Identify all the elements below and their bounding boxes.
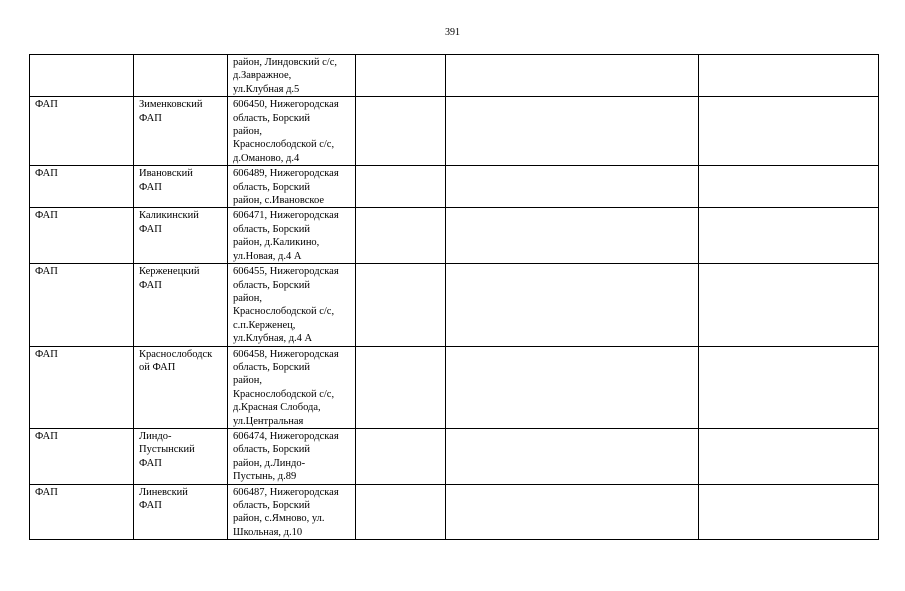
address-line: ул.Клубная, д.4 А xyxy=(233,333,313,345)
address-line: ул.Новая, д.4 А xyxy=(233,250,302,262)
cell-empty-4 xyxy=(356,55,446,97)
address-line: район, д.Линдо- xyxy=(233,457,306,469)
cell-empty-5 xyxy=(446,484,699,540)
cell-empty-6 xyxy=(699,97,879,166)
facility-type: ФАП xyxy=(35,99,58,111)
cell-type xyxy=(30,346,134,428)
facility-type: ФАП xyxy=(35,348,58,360)
facility-name-line: ой ФАП xyxy=(139,361,176,373)
cell-empty-5 xyxy=(446,97,699,166)
table-row xyxy=(30,484,879,540)
cell-name xyxy=(134,208,228,264)
address-line: район, с.Ямново, ул. xyxy=(233,513,325,525)
cell-name xyxy=(134,346,228,428)
cell-empty-4 xyxy=(356,166,446,208)
address-line: область, Борский xyxy=(233,361,311,373)
cell-name xyxy=(134,484,228,540)
cell-address xyxy=(228,484,356,540)
cell-empty-6 xyxy=(699,264,879,346)
facility-name-line: ФАП xyxy=(139,457,162,469)
cell-empty-4 xyxy=(356,346,446,428)
cell-type xyxy=(30,264,134,346)
address-line: с.п.Керженец, xyxy=(233,319,296,331)
address-line: д.Красная Слобода, xyxy=(233,402,321,414)
cell-name xyxy=(134,428,228,484)
cell-empty-4 xyxy=(356,484,446,540)
facility-name-line: Линевский xyxy=(139,486,188,498)
address-line: 606487, Нижегородская xyxy=(233,486,339,498)
cell-type xyxy=(30,484,134,540)
cell-type xyxy=(30,55,134,97)
address-line: Краснослободской с/с, xyxy=(233,139,335,151)
facility-name-line: Каликинский xyxy=(139,210,199,222)
address-line: д.Завражное, xyxy=(233,70,292,82)
address-line: Краснослободской с/с, xyxy=(233,306,335,318)
address-line: район, xyxy=(233,292,263,304)
cell-empty-5 xyxy=(446,346,699,428)
cell-empty-5 xyxy=(446,264,699,346)
cell-empty-5 xyxy=(446,55,699,97)
address-line: 606471, Нижегородская xyxy=(233,210,339,222)
facilities-table xyxy=(29,54,879,540)
address-line: 606458, Нижегородская xyxy=(233,348,339,360)
facility-name-line: Керженецкий xyxy=(139,266,200,278)
address-line: 606455, Нижегородская xyxy=(233,266,339,278)
facility-name-line: Краснослободск xyxy=(139,348,213,360)
cell-empty-6 xyxy=(699,208,879,264)
cell-type xyxy=(30,97,134,166)
cell-empty-6 xyxy=(699,55,879,97)
cell-empty-4 xyxy=(356,208,446,264)
facility-name-line: Линдо- xyxy=(139,430,172,442)
cell-address xyxy=(228,346,356,428)
facility-name-line: ФАП xyxy=(139,112,162,124)
cell-address xyxy=(228,166,356,208)
facility-name-line: ФАП xyxy=(139,279,162,291)
cell-empty-6 xyxy=(699,428,879,484)
cell-address xyxy=(228,55,356,97)
cell-empty-5 xyxy=(446,166,699,208)
cell-address xyxy=(228,264,356,346)
facility-type: ФАП xyxy=(35,266,58,278)
address-line: Школьная, д.10 xyxy=(233,526,303,538)
cell-address xyxy=(228,97,356,166)
page-number: 391 xyxy=(445,27,460,38)
address-line: область, Борский xyxy=(233,223,311,235)
address-line: область, Борский xyxy=(233,500,311,511)
cell-empty-6 xyxy=(699,166,879,208)
address-line: ул.Центральная xyxy=(233,415,304,427)
address-line: область, Борский xyxy=(233,112,311,124)
cell-name xyxy=(134,166,228,208)
table-row xyxy=(30,208,879,264)
address-line: 606450, Нижегородская xyxy=(233,99,339,111)
address-line: район, xyxy=(233,126,263,138)
address-line: ул.Клубная д.5 xyxy=(233,83,300,95)
facility-name-line: ФАП xyxy=(139,181,162,193)
cell-type xyxy=(30,166,134,208)
cell-empty-4 xyxy=(356,264,446,346)
facility-name-line: ФАП xyxy=(139,500,162,511)
facility-type: ФАП xyxy=(35,486,58,498)
cell-empty-6 xyxy=(699,484,879,540)
facility-name-line: Пустынский xyxy=(139,444,195,456)
address-line: район, с.Ивановское xyxy=(233,195,325,207)
facility-name-line: ФАП xyxy=(139,223,162,235)
facility-name-line: Зименковский xyxy=(139,99,203,111)
cell-empty-5 xyxy=(446,428,699,484)
facility-type: ФАП xyxy=(35,430,58,442)
cell-name xyxy=(134,97,228,166)
address-line: Краснослободской с/с, xyxy=(233,388,335,400)
address-line: область, Борский xyxy=(233,444,311,456)
address-line: 606474, Нижегородская xyxy=(233,430,339,442)
address-line: 606489, Нижегородская xyxy=(233,168,339,180)
cell-type xyxy=(30,428,134,484)
cell-empty-4 xyxy=(356,428,446,484)
table-row xyxy=(30,55,879,97)
address-line: Пустынь, д.89 xyxy=(233,471,297,483)
address-line: район, д.Каликино, xyxy=(233,237,320,249)
cell-name xyxy=(134,264,228,346)
facility-type: ФАП xyxy=(35,210,58,222)
table-row xyxy=(30,166,879,208)
cell-address xyxy=(228,428,356,484)
facility-type: ФАП xyxy=(35,168,58,180)
cell-name xyxy=(134,55,228,97)
address-line: район, Линдовский с/с, xyxy=(233,57,337,68)
table-row xyxy=(30,428,879,484)
table-row xyxy=(30,346,879,428)
table-row xyxy=(30,97,879,166)
table-row xyxy=(30,264,879,346)
facility-name-line: Ивановский xyxy=(139,168,193,180)
cell-type xyxy=(30,208,134,264)
cell-empty-4 xyxy=(356,97,446,166)
address-line: район, xyxy=(233,375,263,387)
address-line: д.Оманово, д.4 xyxy=(233,152,300,164)
table-body xyxy=(30,55,879,540)
address-line: область, Борский xyxy=(233,181,311,193)
cell-empty-5 xyxy=(446,208,699,264)
address-line: область, Борский xyxy=(233,279,311,291)
cell-empty-6 xyxy=(699,346,879,428)
cell-address xyxy=(228,208,356,264)
